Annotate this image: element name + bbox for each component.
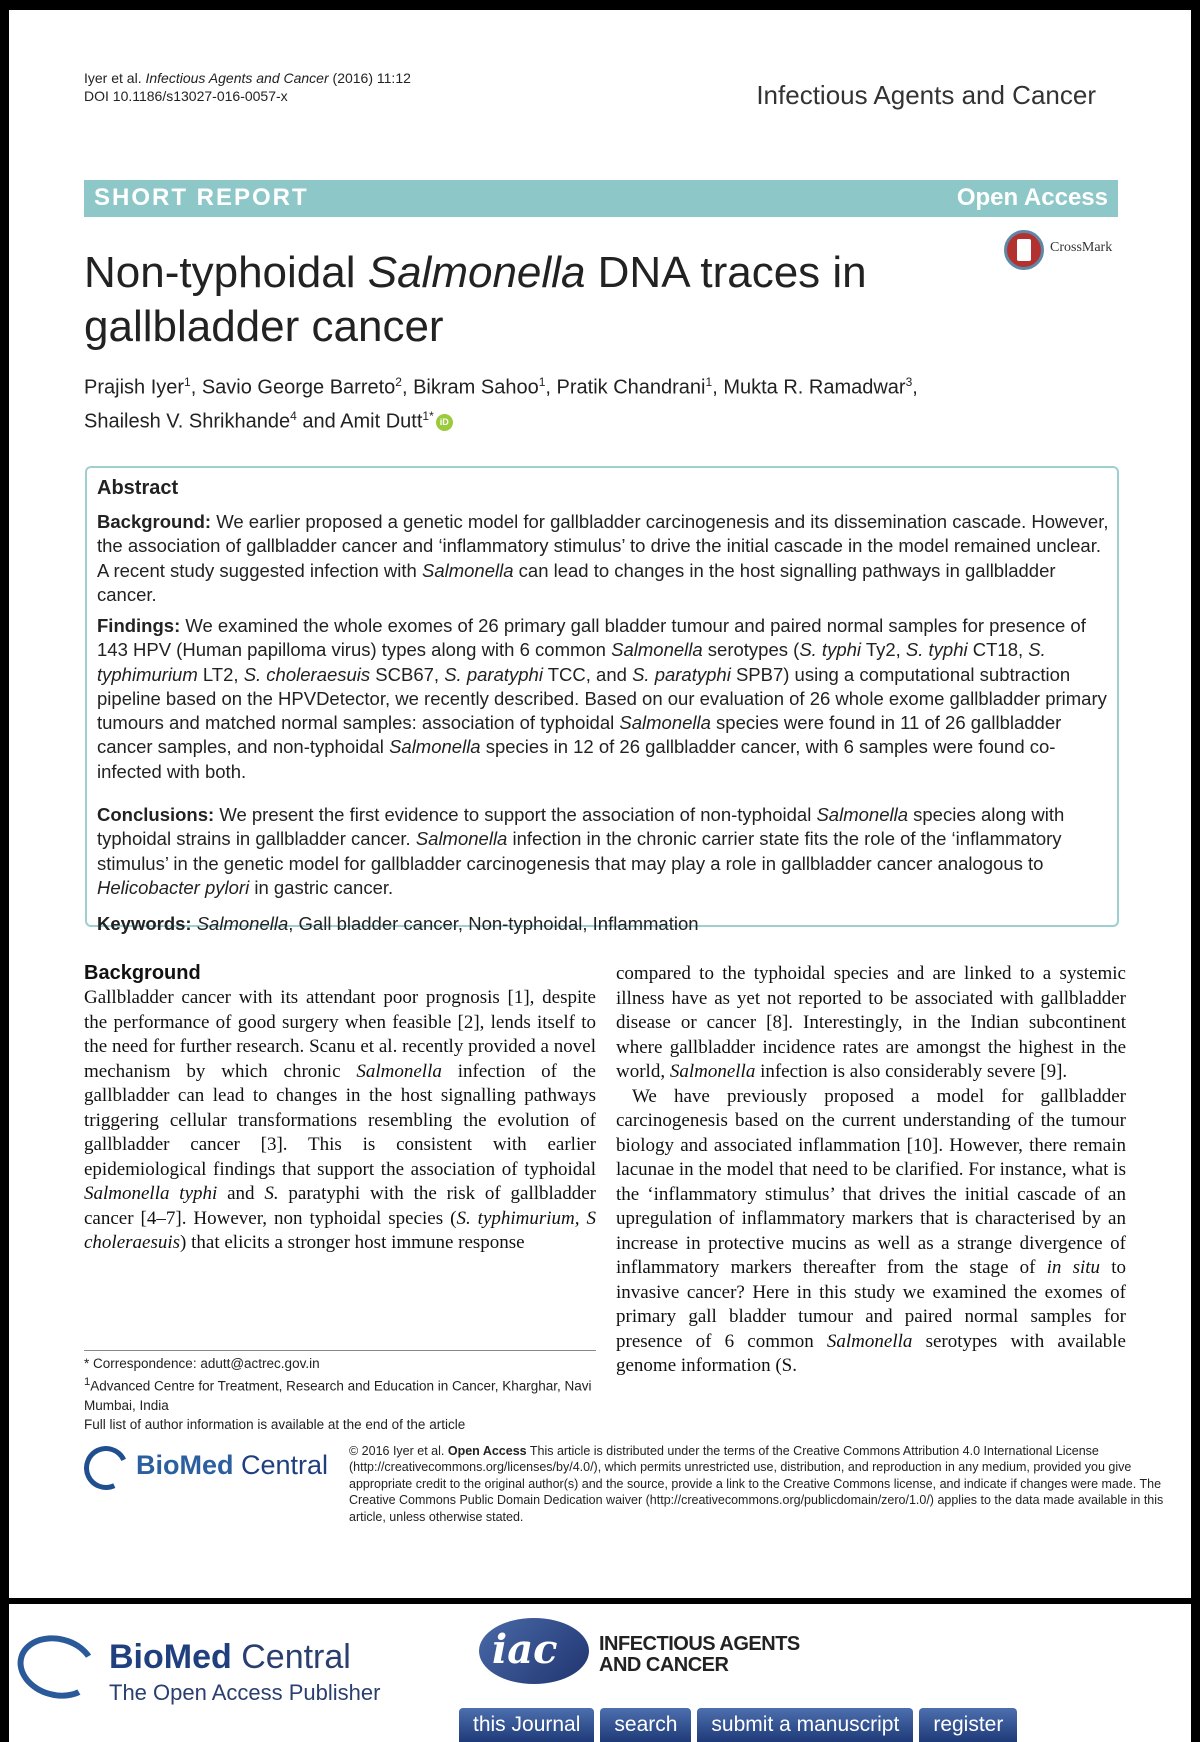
article-title: Non-typhoidal Salmonella DNA traces in gallbladder cancer xyxy=(84,248,867,351)
citation-line xyxy=(84,70,411,86)
author[interactable]: Shailesh V. Shrikhande xyxy=(84,410,291,433)
crossmark-badge[interactable] xyxy=(1004,228,1116,272)
section-heading: Background xyxy=(84,962,201,984)
body-right-column xyxy=(616,962,1126,1379)
biomed-wordmark: BioMed Central xyxy=(136,1450,329,1480)
nav-search[interactable]: search xyxy=(600,1708,691,1742)
abstract-findings: Findings: We examined the whole exomes of 26 primary gall bladder tumour and paired normal samples for presence of 143 HPV (Human papilloma virus) types along with 6 common Salmonella serotypes (S. typhi Ty2, S. typhi CT18, S. typhimurium LT2, S. choleraesuis SCB67, S. paratyphi TCC, and S. paratyphi SPB7) using a computational subtraction pipeline based on the HPVDetector, we recently described. Based on our evaluation of 26 whole exome gallbladder primary tumours and matched normal samples: association of typhoidal Salmonella species were found in 11 of 26 gallbladder cancer samples, and non-typhoidal Salmonella species in 12 of 26 gallbladder cancer, with 6 samples were found co-infected with both. xyxy=(97,615,1107,782)
body-paragraph: compared to the typhoidal species and are linked to a systemic illness have as yet not reported to be associated with gallbladder disease or cancer [8]. Interestingly, in the Indian subcontinent where gallbladder incidence rates are amongst the highest in the world, Salmonella infection is also considerably severe [9]. xyxy=(616,963,1126,1082)
abstract-background: Background: We earlier proposed a genetic model for gallbladder carcinogenesis and its dissemination cascade. However, the association of gallbladder cancer and ‘inflammatory stimulus’ to drive the initial cascade in the model remained unclear. A recent study suggested infection with Salmonella can lead to changes in the host signalling pathways in gallbladder cancer. xyxy=(97,511,1109,605)
footer-nav xyxy=(459,1708,1017,1742)
footnotes xyxy=(84,1354,596,1434)
open-access-label: Open Access xyxy=(956,184,1108,211)
citation-authors: Iyer et al. xyxy=(84,70,142,86)
body-paragraph: Gallbladder cancer with its attendant poor prognosis [1], despite the performance of good surgery when feasible [2], lends itself to the need for further research. Scanu et al. recently provided a novel mechanism by which chronic Salmonella infection of the gallbladder can lead to changes in the host signalling pathways triggering cellular transformations resembling the evolution of gallbladder cancer [3]. This is consistent with earlier epidemiological findings that support the association of typhoidal Salmonella typhi and S. paratyphi with the risk of gallbladder cancer [4–7]. However, non typhoidal species (S. typhimurium, S choleraesuis) that elicits a stronger host immune response xyxy=(84,987,597,1253)
author[interactable]: Bikram Sahoo xyxy=(413,376,539,399)
author-info-note: Full list of author information is available at the end of the article xyxy=(84,1416,466,1432)
citation-issue: (2016) 11:12 xyxy=(332,70,411,86)
orcid-icon[interactable]: iD xyxy=(436,414,453,431)
author[interactable]: Pratik Chandrani xyxy=(556,376,706,399)
iac-logo-text[interactable]: iac xyxy=(492,1626,558,1673)
affiliation-note: $^1$Advanced Centre for Treatment, Research and Education in Cancer, Kharghar, Navi Mumbai, India xyxy=(84,1376,592,1413)
biomed-ring-icon xyxy=(78,1440,134,1496)
correspondence-note[interactable]: * Correspondence: adutt@actrec.gov.in xyxy=(84,1356,320,1371)
license-statement: © 2016 Iyer et al. Open Access This article is distributed under the terms of the Creative Commons Attribution 4.0 International License (http://creativecommons.org/licenses/by/4.0/), which permits unrestricted use, distribution, and reproduction in any medium, provided you give appropriate credit to the original author(s) and the source, provide a link to the Creative Commons license, and indicate if changes were made. The Creative Commons Public Domain Dedication waiver (http://creativecommons.org/publicdomain/zero/1.0/) applies to the data made available in this article, unless otherwise stated. xyxy=(349,1444,1164,1524)
body-paragraph: We have previously proposed a model for gallbladder carcinogenesis based on the current understanding of the tumour biology and associated inflammation [10]. However, there remain lacunae in the model that need to be clarified. For instance, what is the ‘inflammatory stimulus’ that drives the initial cascade of an upregulation of inflammatory markers that is characterised by an increase in protective mucins as well as a strange divergence of inflammatory markers thereafter from the stage of in situ to invasive cancer? Here in this study we examined the exomes of primary gall bladder tumour and paired normal samples for presence of 6 common Salmonella serotypes with available genome information (S. xyxy=(616,1085,1127,1376)
biomed-ring-icon xyxy=(10,1627,103,1708)
abstract-keywords: Keywords: Salmonella, Gall bladder cancer, Non-typhoidal, Inflammation xyxy=(97,913,699,934)
body-left-column xyxy=(84,962,596,1256)
biomed-central-logo[interactable] xyxy=(84,1444,329,1492)
citation-journal: Infectious Agents and Cancer xyxy=(145,70,329,86)
footnote-divider xyxy=(84,1350,596,1351)
iac-journal-name: INFECTIOUS AGENTS AND CANCER xyxy=(599,1633,800,1676)
article-page xyxy=(9,10,1191,1598)
author[interactable]: Prajish Iyer xyxy=(84,376,185,399)
doi: DOI 10.1186/s13027-016-0057-x xyxy=(84,88,288,104)
journal-name: Infectious Agents and Cancer xyxy=(756,80,1096,110)
author[interactable]: Amit Dutt xyxy=(340,410,423,433)
footer-biomed-logo[interactable]: BioMed Central xyxy=(109,1638,351,1676)
article-type-label: SHORT REPORT xyxy=(94,184,309,211)
nav-submit-manuscript[interactable]: submit a manuscript xyxy=(697,1708,913,1742)
author-list: Prajish Iyer$^1$, Savio George Barreto$^2$, Bikram Sahoo$^1$, Pratik Chandrani$^1$, Mukta R. Ramadwar$^3$, Shailesh V. Shrikhande$^4$ and Amit Dutt$^{1*}$ iD xyxy=(84,375,918,433)
footer-tagline: The Open Access Publisher xyxy=(109,1680,381,1705)
author[interactable]: Mukta R. Ramadwar xyxy=(723,376,906,399)
article-type-banner xyxy=(84,180,1118,217)
crossmark-icon xyxy=(1004,230,1044,270)
abstract-heading: Abstract xyxy=(97,477,179,499)
nav-this-journal[interactable]: this Journal xyxy=(459,1708,594,1742)
abstract-conclusions: Conclusions: We present the first evidence to support the association of non-typhoidal Salmonella species along with typhoidal strains in gallbladder cancer. Salmonella infection in the chronic carrier state fits the role of the ‘inflammatory stimulus’ in the genetic model for gallbladder carcinogenesis that may play a role in gallbladder cancer analogous to Helicobacter pylori in gastric cancer. xyxy=(97,804,1065,898)
crossmark-label: CrossMark xyxy=(1050,240,1113,255)
author[interactable]: Savio George Barreto xyxy=(201,376,396,399)
nav-register[interactable]: register xyxy=(919,1708,1017,1742)
site-footer xyxy=(9,1604,1191,1742)
